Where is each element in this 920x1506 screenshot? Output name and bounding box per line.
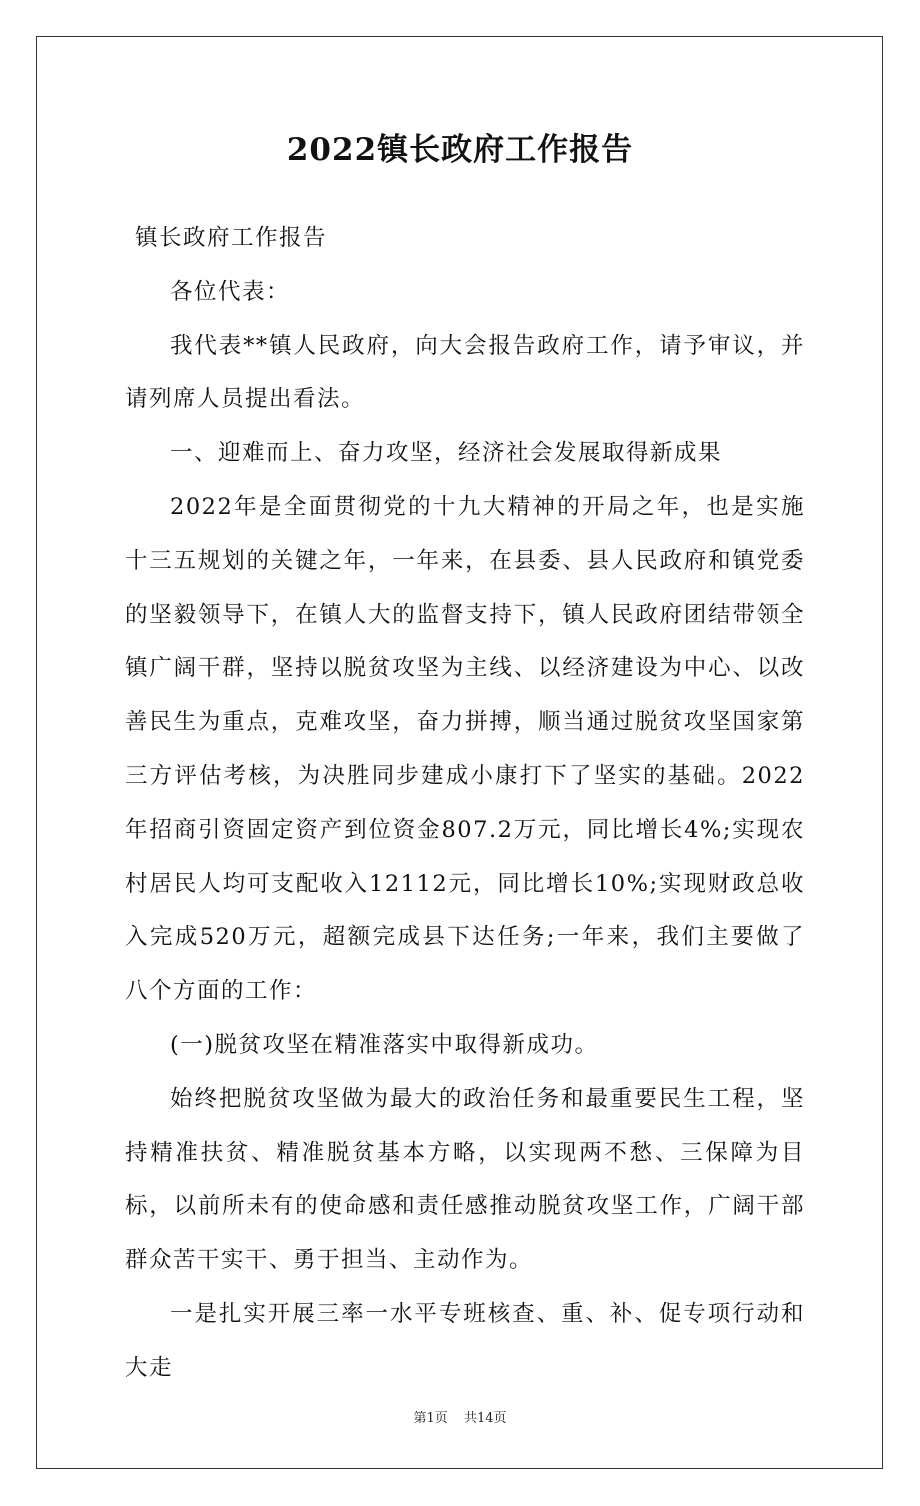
paragraph: 我代表**镇人民政府，向大会报告政府工作，请予审议，并请列席人员提出看法。 — [125, 332, 805, 413]
document-body — [125, 212, 805, 1396]
subsection-heading: (一)脱贫攻坚在精准落实中取得新成功。 — [170, 1031, 599, 1058]
page-number: 第1页 — [413, 1411, 448, 1426]
section-heading: 一、迎难而上、奋力攻坚，经济社会发展取得新成果 — [170, 440, 723, 467]
paragraph: 始终把脱贫攻坚做为最大的政治任务和最重要民生工程，坚持精准扶贫、精准脱贫基本方略，以实现两不愁、三保障为目标，以前所未有的使命感和责任感推动脱贫攻坚工作，广阔干部群众苦干实干、勇于担当、主动作为。 — [125, 1085, 805, 1274]
paragraph: 一是扎实开展三率一水平专班核查、重、补、促专项行动和大走 — [125, 1300, 805, 1381]
paragraph: 2022年是全面贯彻党的十九大精神的开局之年，也是实施十三五规划的关键之年，一年来，在县委、县人民政府和镇党委的坚毅领导下，在镇人大的监督支持下，镇人民政府团结带领全镇广阔干群，坚持以脱贫攻坚为主线、以经济建设为中心、以改善民生为重点，克难攻坚，奋力拼搏，顺当通过脱贫攻坚国家第三方评估考核，为决胜同步建成小康打下了坚实的基础。2022年招商引资固定资产到位资金807.2万元，同比增长4%;实现农村居民人均可支配收入12112元，同比增长10%;实现财政总收入完成520万元，超额完成县下达任务;一年来，我们主要做了八个方面的工作： — [125, 493, 805, 1005]
document-title: 2022镇长政府工作报告 — [286, 132, 634, 168]
page-footer — [0, 1410, 920, 1428]
paragraph: 各位代表： — [170, 278, 291, 305]
document-subtitle: 镇长政府工作报告 — [135, 225, 328, 251]
page-total: 共14页 — [463, 1411, 507, 1426]
